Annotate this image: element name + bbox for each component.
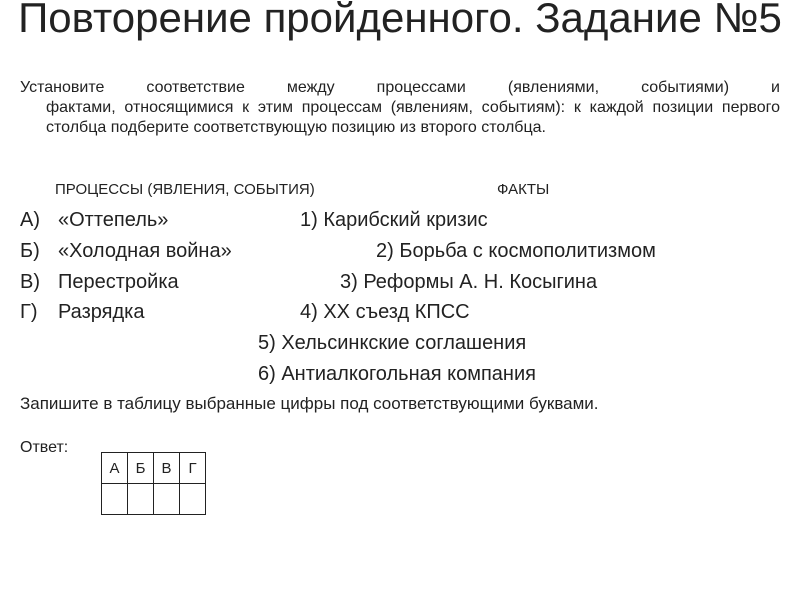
fact-item: 2) Борьба с космополитизмом bbox=[376, 240, 656, 262]
answer-label: Ответ: bbox=[20, 439, 69, 456]
answer-header-cell: А bbox=[102, 453, 128, 484]
column-header-facts: ФАКТЫ bbox=[497, 181, 550, 198]
fact-item: 3) Реформы А. Н. Косыгина bbox=[340, 271, 598, 293]
answer-header-cell: Б bbox=[128, 453, 154, 484]
fact-item: 4) XX съезд КПСС bbox=[300, 301, 470, 323]
row-letter: Б) bbox=[20, 240, 40, 262]
row-letter: В) bbox=[20, 271, 40, 293]
answer-input-row bbox=[102, 484, 206, 515]
fact-item: 5) Хельсинкские соглашения bbox=[258, 332, 527, 354]
fact-item: 1) Карибский кризис bbox=[300, 209, 488, 231]
answer-header-row bbox=[102, 453, 206, 484]
answer-cell-a[interactable] bbox=[102, 484, 128, 515]
process-item: Разрядка bbox=[58, 301, 145, 323]
process-item: «Оттепель» bbox=[58, 209, 169, 231]
instruction-line-1: Установите соответствие между процессами (явлениями, событиями) и bbox=[20, 79, 780, 96]
answer-header-cell: Г bbox=[180, 453, 206, 484]
task-instruction bbox=[20, 78, 780, 138]
answer-header-cell: В bbox=[154, 453, 180, 484]
table-instruction: Запишите в таблицу выбранные цифры под соответствующими буквами. bbox=[20, 394, 599, 413]
fact-item: 6) Антиалкогольная компания bbox=[258, 363, 536, 385]
process-item: Перестройка bbox=[58, 271, 179, 293]
row-letter: А) bbox=[20, 209, 40, 231]
answer-table bbox=[101, 452, 206, 515]
page-title: Повторение пройденного. Задание №5 bbox=[18, 0, 782, 41]
answer-cell-v[interactable] bbox=[154, 484, 180, 515]
answer-cell-b[interactable] bbox=[128, 484, 154, 515]
process-item: «Холодная война» bbox=[58, 240, 232, 262]
column-header-processes: ПРОЦЕССЫ (ЯВЛЕНИЯ, СОБЫТИЯ) bbox=[55, 181, 315, 198]
row-letter: Г) bbox=[20, 301, 38, 323]
instruction-rest: фактами, относящимися к этим процессам (явлениям, событиям): к каждой позиции первого столбца подберите соответствующую позицию из второго столбца. bbox=[46, 99, 780, 136]
answer-cell-g[interactable] bbox=[180, 484, 206, 515]
